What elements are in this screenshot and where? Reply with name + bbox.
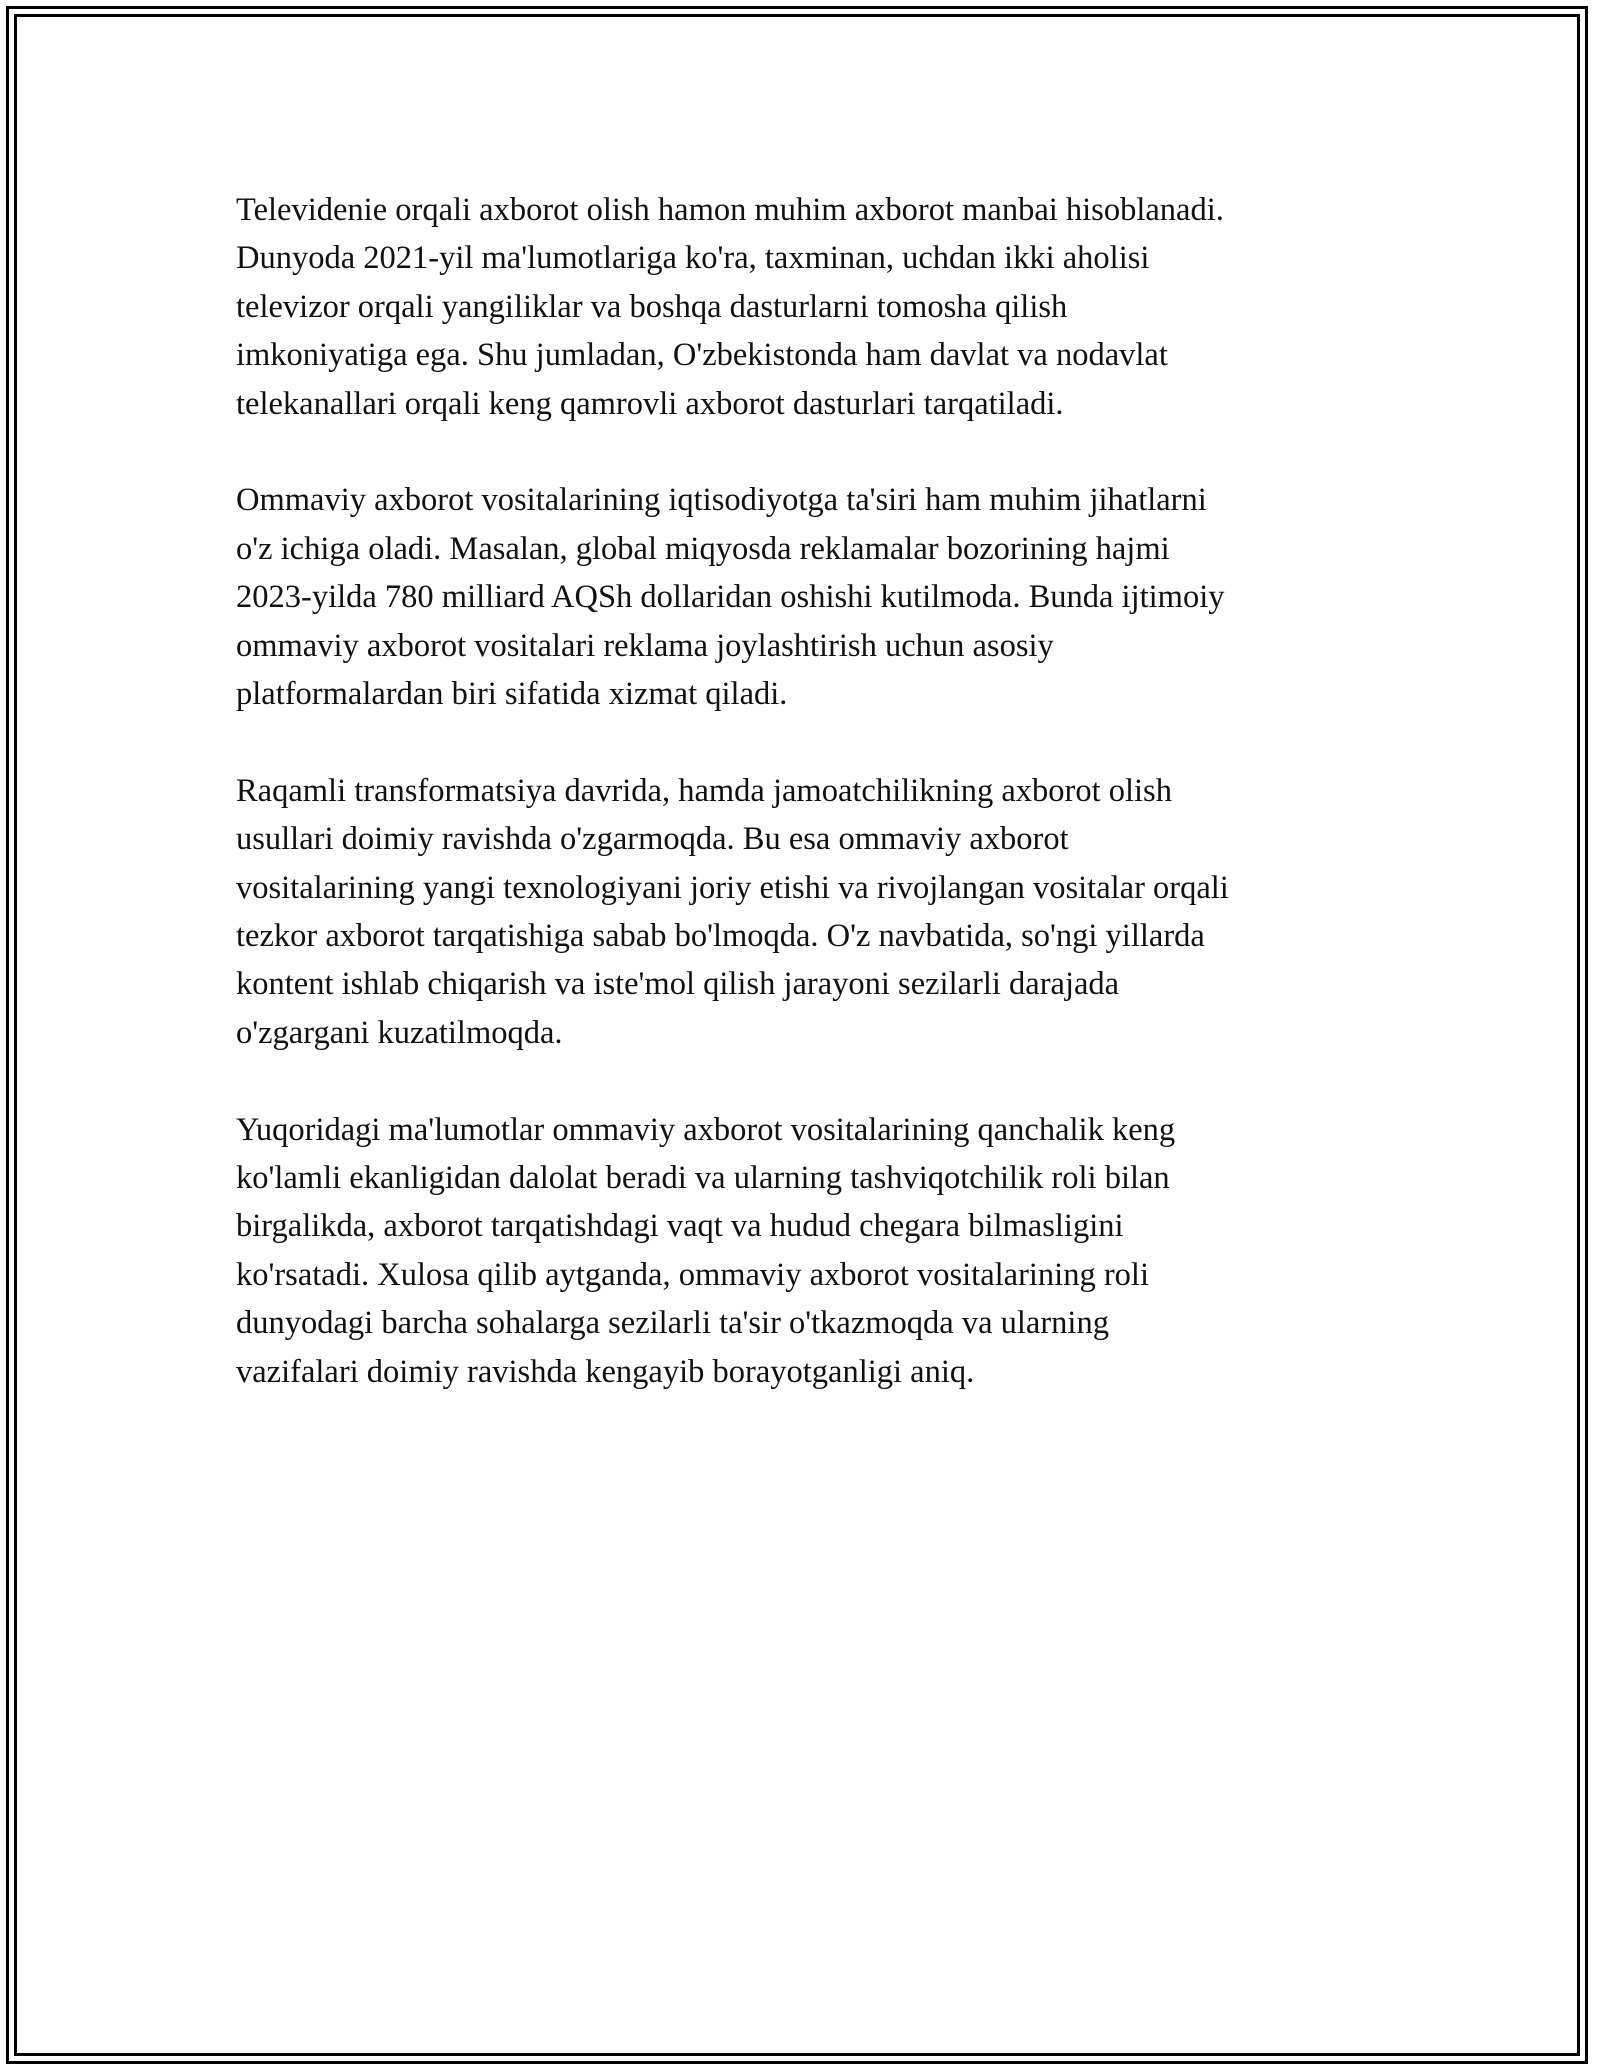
- paragraph-digital-transformation: [236, 767, 1372, 1057]
- text-line: telekanallari orqali keng qamrovli axborot dasturlari tarqatiladi.: [236, 385, 1064, 422]
- text-line: kontent ishlab chiqarish va iste'mol qilish jarayoni sezilarli darajada: [236, 966, 1120, 1003]
- text-line: Ommaviy axborot vositalarining iqtisodiyotga ta'siri ham muhim jihatlarni: [236, 482, 1207, 519]
- text-line: Raqamli transformatsiya davrida, hamda jamoatchilikning axborot olish: [236, 772, 1172, 809]
- paragraph-conclusion: [236, 1106, 1372, 1396]
- document-body: [236, 186, 1372, 1445]
- text-line: ko'rsatadi. Xulosa qilib aytganda, ommaviy axborot vositalarining roli: [236, 1256, 1149, 1293]
- text-line: dunyodagi barcha sohalarga sezilarli ta'sir o'tkazmoqda va ularning: [236, 1305, 1109, 1342]
- text-line: vositalarining yangi texnologiyani joriy etishi va rivojlangan vositalar orqali: [236, 869, 1229, 906]
- text-line: tezkor axborot tarqatishiga sabab bo'lmoqda. O'z navbatida, so'ngi yillarda: [236, 918, 1205, 955]
- text-line: o'z ichiga oladi. Masalan, global miqyosda reklamalar bozorining hajmi: [236, 530, 1170, 567]
- text-line: Yuqoridagi ma'lumotlar ommaviy axborot vositalarining qanchalik keng: [236, 1111, 1176, 1148]
- text-line: birgalikda, axborot tarqatishdagi vaqt va hudud chegara bilmasligini: [236, 1208, 1124, 1245]
- text-line: usullari doimiy ravishda o'zgarmoqda. Bu esa ommaviy axborot: [236, 821, 1069, 858]
- text-line: 2023-yilda 780 milliard AQSh dollaridan oshishi kutilmoda. Bunda ijtimoiy: [236, 579, 1225, 616]
- text-line: Dunyoda 2021-yil ma'lumotlariga ko'ra, taxminan, uchdan ikki aholisi: [236, 240, 1150, 277]
- text-line: ommaviy axborot vositalari reklama joylashtirish uchun asosiy: [236, 627, 1054, 664]
- paragraph-economy: [236, 476, 1372, 718]
- text-line: platformalardan biri sifatida xizmat qiladi.: [236, 676, 788, 713]
- text-line: televizor orqali yangiliklar va boshqa dasturlarni tomosha qilish: [236, 288, 1068, 325]
- text-line: Televidenie orqali axborot olish hamon muhim axborot manbai hisoblanadi.: [236, 192, 1224, 228]
- text-line: ko'lamli ekanligidan dalolat beradi va ularning tashviqotchilik roli bilan: [236, 1160, 1170, 1197]
- paragraph-television: [236, 186, 1372, 428]
- text-line: vazifalari doimiy ravishda kengayib borayotganligi aniq.: [236, 1353, 975, 1390]
- text-line: imkoniyatiga ega. Shu jumladan, O'zbekistonda ham davlat va nodavlat: [236, 337, 1168, 374]
- text-line: o'zgargani kuzatilmoqda.: [236, 1014, 563, 1051]
